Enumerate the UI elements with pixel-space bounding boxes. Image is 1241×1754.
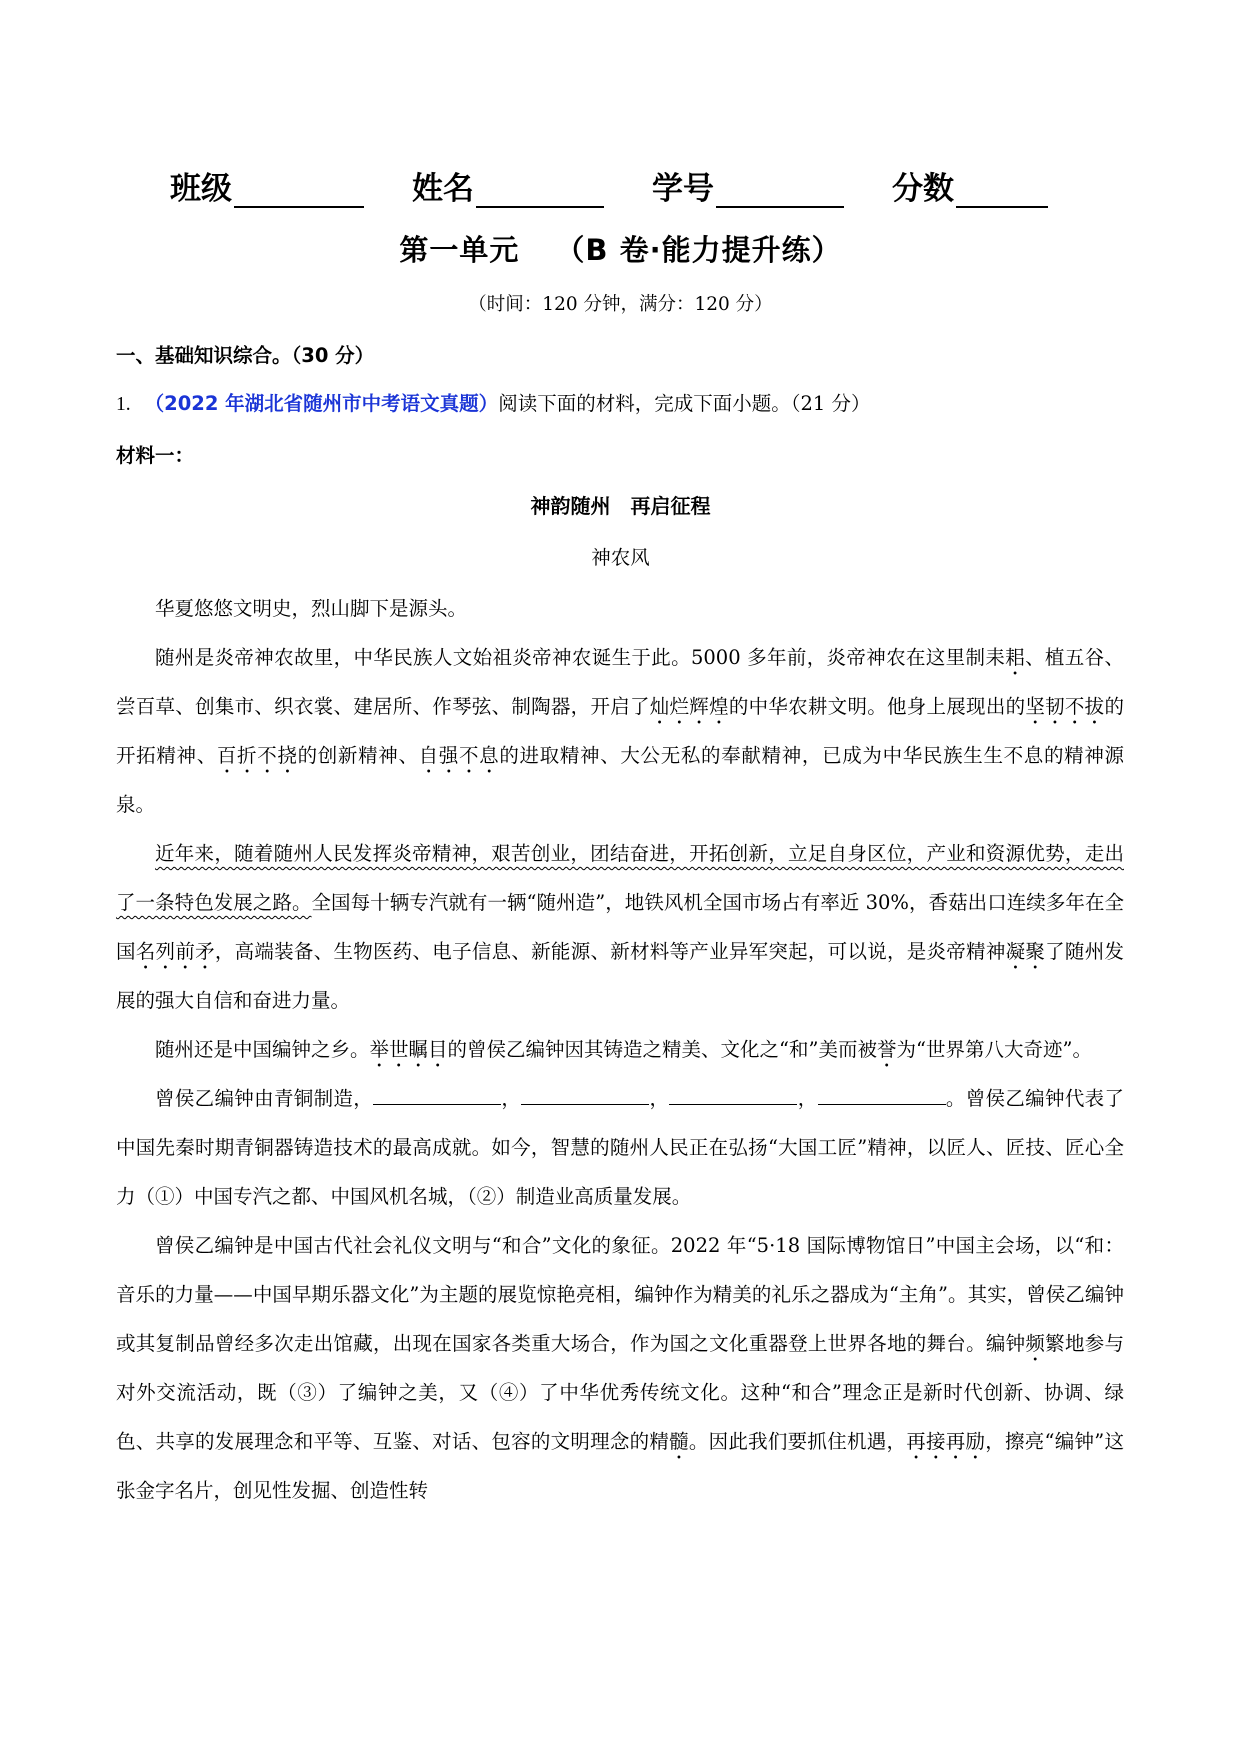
- name-label: 姓名: [412, 171, 474, 207]
- paragraph-6: 曾侯乙编钟是中国古代社会礼仪文明与“和合”文化的象征。2022 年“5·18 国际博物馆日”中国主会场，以“和：音乐的力量——中国早期乐器文化”为主题的展览惊艳亮相，编钟作为精美的礼乐之器成为“主角”。其实，曾侯乙编钟或其复制品曾经多次走出馆藏，出现在国家各类重大场合，作为国之文化重器登上世界各地的舞台。编钟频繁地参与对外交流活动，既（③）了编钟之美，又（④）了中华优秀传统文化。这种“和合”理念正是新时代创新、协调、绿色、共享的发展理念和平等、互鉴、对话、包容的文明理念的精髓。因此我们要抓住机遇，再接再励，擦亮“编钟”这张金字名片，创见性发掘、创造性转: [116, 1234, 1124, 1502]
- material-label: 材料一：: [116, 444, 195, 467]
- unit-title: [0, 228, 1241, 269]
- article-author: 神农风: [591, 546, 650, 569]
- answer-blank-4[interactable]: [818, 1082, 946, 1105]
- emphasis-word: 频: [1025, 1332, 1046, 1355]
- score-blank[interactable]: [956, 166, 1048, 208]
- emphasis-word: 百折不挠: [216, 744, 298, 767]
- emphasis-word: 髓: [669, 1430, 689, 1453]
- student-info-row: [170, 158, 1100, 208]
- student-id-blank[interactable]: [716, 166, 844, 208]
- emphasis-word: 誉: [876, 1038, 897, 1061]
- article-body: [116, 584, 1124, 1515]
- question-source: （2022 年湖北省随州市中考语文真题）: [144, 392, 499, 415]
- time-note: （时间：120 分钟，满分：120 分）: [468, 294, 773, 315]
- paragraph-5: 曾侯乙编钟由青铜制造， ， ， ， 。曾侯乙编钟代表了中国先秦时期青铜器铸造技术的最高成就。如今，智慧的随州人民正在弘扬“大国工匠”精神，以匠人、匠技、匠心全力（①）中国专汽之都、中国风机名城，（②）制造业高质量发展。: [116, 1074, 1124, 1221]
- paragraph-3: 近年来，随着随州人民发挥炎帝精神，艰苦创业，团结奋进，开拓创新，立足自身区位，产业和资源优势，走出了一条特色发展之路。全国每十辆专汽就有一辆“随州造”，地铁风机全国市场占有率近 30%，香菇出口连续多年在全国名列前矛，高端装备、生物医药、电子信息、新能源、新材料等产业异军突起，可以说，是炎帝精神凝聚了随州发展的强大自信和奋进力量。: [116, 842, 1124, 1012]
- answer-blank-1[interactable]: [373, 1082, 501, 1105]
- score-label: 分数: [892, 171, 954, 207]
- emphasis-word: 坚韧不拔: [1025, 695, 1105, 718]
- paragraph-1: 华夏悠悠文明史，烈山脚下是源头。: [155, 597, 468, 620]
- emphasis-word: 举世瞩目: [369, 1038, 448, 1061]
- emphasis-word: 名列前矛: [135, 940, 215, 963]
- wavy-underlined-sentence: 近年来，随着随州人民发挥炎帝精神，艰苦创业，团结奋进，开拓创新，立足自身区位，产业和资源优势，走出了一条特色发展之路。: [116, 842, 1124, 914]
- emphasis-word: 再接再励: [906, 1430, 986, 1453]
- student-id-label: 学号: [652, 171, 714, 207]
- paragraph-2: 随州是炎帝神农故里，中华民族人文始祖炎帝神农诞生于此。5000 多年前，炎帝神农在这里制耒耜、植五谷、尝百草、创集市、织衣裳、建居所、作琴弦、制陶器，开启了灿烂辉煌的中华农耕文明。他身上展现出的坚韧不拔的开拓精神、百折不挠的创新精神、自强不息的进取精神、大公无私的奉献精神，已成为中华民族生生不息的精神源泉。: [116, 646, 1124, 816]
- name-blank[interactable]: [476, 166, 604, 208]
- section-heading: 一、基础知识综合。（30 分）: [116, 344, 375, 367]
- question-1: [116, 388, 870, 416]
- unit-title-main: 第一单元: [399, 233, 520, 267]
- article-title: 神韵随州 再启征程: [530, 494, 711, 518]
- answer-blank-2[interactable]: [521, 1082, 649, 1105]
- class-field: [170, 163, 364, 208]
- emphasis-word: 灿烂辉煌: [649, 695, 729, 718]
- student-id-field: [652, 163, 844, 208]
- paragraph-4: 随州还是中国编钟之乡。举世瞩目的曾侯乙编钟因其铸造之精美、文化之“和”美而被誉为“世界第八大奇迹”。: [155, 1038, 1092, 1061]
- class-blank[interactable]: [234, 166, 364, 208]
- emphasis-word: 耜: [1005, 646, 1026, 669]
- answer-blank-3[interactable]: [669, 1082, 797, 1105]
- name-field: [412, 163, 604, 208]
- class-label: 班级: [170, 171, 232, 207]
- score-field: [892, 163, 1048, 208]
- emphasis-word: 自强不息: [418, 744, 500, 767]
- question-number: 1.: [116, 394, 131, 415]
- unit-title-sub: （B 卷·能力提升练）: [555, 233, 842, 267]
- question-prompt: 阅读下面的材料，完成下面小题。（21 分）: [498, 392, 871, 415]
- emphasis-word: 凝聚: [1005, 940, 1046, 963]
